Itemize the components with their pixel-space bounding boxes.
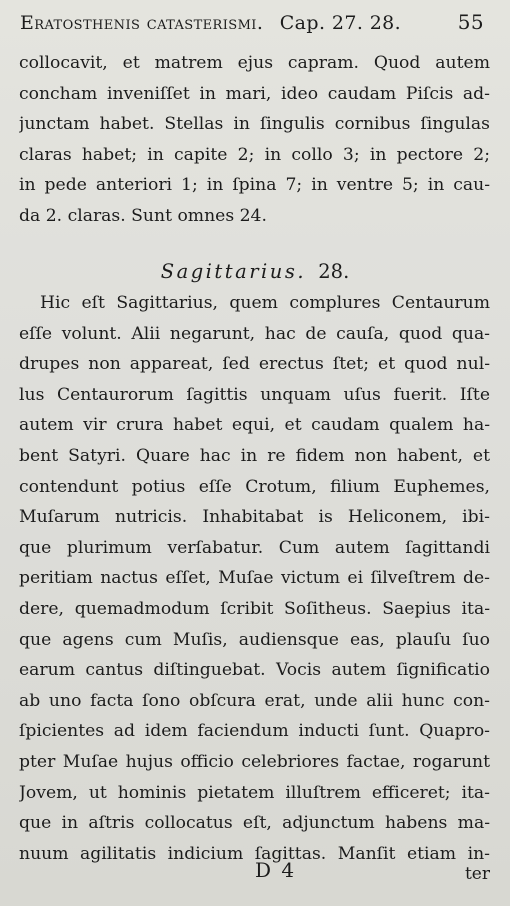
text-line: Hic eſt Sagittarius, quem complures Centaurum	[40, 293, 490, 313]
text-line: que plurimum verſabatur. Cum autem ſagittandi	[19, 537, 490, 558]
text-line: ab uno facta ſono obſcura erat, unde alii hunc con-	[19, 690, 490, 711]
text-line: contendunt potius eſſe Crotum, filium Euphemes,	[19, 476, 490, 497]
text-line: bent Satyri. Quare hac in re fidem non habent, et	[19, 445, 490, 466]
chapter-28-text	[19, 288, 490, 869]
text-line: pter Muſae hujus officio celebriores factae, rogarunt	[19, 751, 490, 772]
page-number: 55	[457, 10, 484, 34]
text-line: claras habet; in capite 2; in collo 3; in pectore 2;	[19, 144, 490, 165]
text-line: autem vir crura habet equi, et caudam qualem ha-	[19, 415, 490, 436]
text-line: Jovem, ut hominis pietatem illuſtrem efficeret; ita-	[19, 782, 490, 803]
text-line: earum cantus diſtinguebat. Vocis autem ſignificatio	[19, 660, 490, 681]
text-line: eſſe volunt. Alii negarunt, hac de cauſa, quod qua-	[19, 323, 490, 344]
section-heading	[0, 256, 510, 288]
running-head-left	[20, 12, 401, 34]
text-line: junctam habet. Stellas in ſingulis cornibus ſingulas	[19, 114, 490, 135]
chapter-27-end-text	[19, 48, 490, 232]
text-line: collocavit, et matrem ejus capram. Quod autem	[19, 53, 490, 73]
section-number: 28.	[318, 260, 350, 283]
text-line: concham inveniſſet in mari, ideo caudam Piſcis ad-	[19, 83, 490, 104]
text-line: drupes non appareat, ſed erectus ſtet; et quod nul-	[19, 354, 490, 375]
text-line: lus Centaurorum ſagittis unquam uſus fuerit. Iſte	[19, 384, 490, 405]
catchword: ter	[464, 864, 490, 884]
signature-mark: D 4	[255, 858, 297, 882]
text-line: peritiam nactus eſſet, Muſae victum ei ſilveſtrem de-	[19, 568, 490, 589]
text-line: que agens cum Muſis, audiensque eas, plauſu ſuo	[19, 629, 490, 650]
text-line: nuum agilitatis indicium ſagittas. Manſit etiam in-	[19, 843, 490, 864]
text-line: da 2. claras. Sunt omnes 24.	[19, 205, 267, 226]
text-line: Muſarum nutricis. Inhabitabat is Heliconem, ibi-	[19, 507, 490, 528]
running-head-chapter: Cap. 27. 28.	[279, 12, 402, 34]
section-title: Sagittarius.	[160, 260, 307, 283]
text-line: dere, quemadmodum ſcribit Soſitheus. Saepius ita-	[19, 598, 490, 619]
running-head-title: Eratosthenis catasterismi.	[20, 12, 264, 34]
running-head	[20, 10, 484, 40]
text-line: in pede anteriori 1; in ſpina 7; in ventre 5; in cau-	[19, 175, 490, 196]
text-line: que in aſtris collocatus eſt, adjunctum habens ma-	[19, 813, 490, 834]
text-line: ſpicientes ad idem faciendum inducti ſunt. Quapro-	[19, 721, 490, 742]
